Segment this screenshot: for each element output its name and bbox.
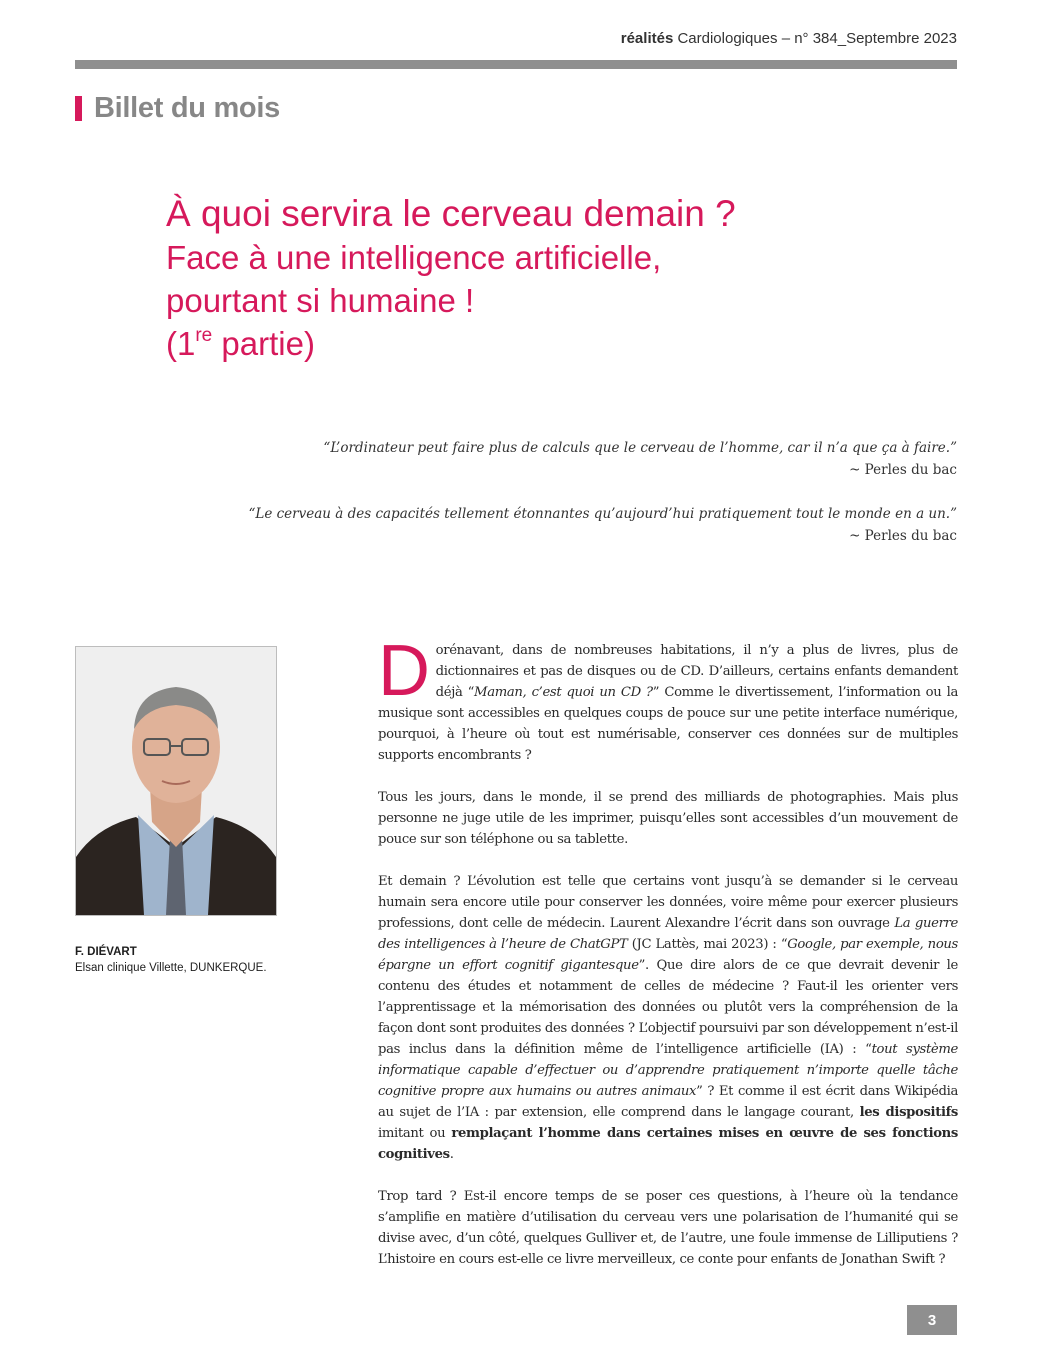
running-header (621, 30, 957, 47)
article-body (378, 631, 958, 1291)
text-run-italic: tout système informatique capable d’effectuer ou d’apprendre pratiquement n’importe quelle tâche cognitive propre aux humains ou autres animaux (378, 1042, 958, 1099)
text-run: ” Comme le divertissement, l’information ou la musique sont accessibles en quelques coups de pouce sur une petite interface numérique, pourquoi, à l’heure où tout est numérisable, conserver ces données sur de multiples supports encombrants ? (378, 685, 958, 763)
epigraph-quote (197, 437, 957, 481)
quote-source: ~ Perles du bac (849, 528, 957, 544)
text-run: orénavant, dans de nombreuses habitations, il n’y a plus de livres, plus de dictionnaires et pas de disques ou de CD. D’ailleurs, certains enfants demandent déjà “ (435, 643, 958, 700)
article-title (166, 192, 736, 365)
text-run: ” ? Et comme il est écrit dans Wikipédia au sujet de l’IA : par extension, elle comprend dans le langage courant, (378, 1084, 958, 1120)
header-divider-bar (75, 60, 957, 69)
section-rubric (75, 92, 280, 124)
text-run-bold: remplaçant l’homme dans certaines mises en œuvre de ses fonctions cognitives (378, 1126, 958, 1162)
article-paragraph (378, 631, 958, 766)
quote-source: ~ Perles du bac (849, 462, 957, 478)
text-run-italic: Maman, c’est quoi un CD ? (474, 685, 653, 700)
author-credit (75, 944, 267, 976)
text-run: . (449, 1147, 454, 1162)
title-sub-line-1: Face à une intelligence artificielle, (166, 239, 662, 276)
text-run: ”. Que dire alors de ce que devrait devenir le contenu des études et notamment de celles de médecine ? Faut-il les orienter vers l’apprentissage et la mémorisation des données ou plutôt vers la compréhension de la façon dont sont produites des données ? L’objectif poursuivi par son développement n’est-il pas inclus dans la définition même de l’intelligence artificielle (IA) : “ (378, 958, 958, 1057)
title-part-superscript: re (195, 325, 213, 346)
title-part-suffix: partie) (212, 325, 315, 362)
quote-text: “L’ordinateur peut faire plus de calculs que le cerveau de l’homme, car il n’a que ça à faire.” (323, 440, 957, 456)
rubric-accent-mark (75, 96, 82, 121)
title-part-prefix: (1 (166, 325, 196, 362)
epigraph-quotes (197, 437, 957, 569)
text-run-bold: les dispositifs (859, 1105, 958, 1120)
title-main: À quoi servira le cerveau demain ? (166, 193, 736, 234)
article-paragraph (378, 871, 958, 1165)
text-run-italic: Google, par exemple, nous épargne un effort cognitif gigantesque (378, 937, 958, 973)
page-number: 3 (907, 1305, 957, 1335)
text-run: (JC Lattès, mai 2023) : “ (627, 937, 788, 952)
title-sub-line-3 (166, 323, 736, 365)
portrait-illustration (76, 647, 276, 915)
drop-cap: D (378, 631, 430, 711)
text-run: imitant ou (378, 1126, 452, 1141)
book-title: La guerre des intelligences à l’heure de ChatGPT (378, 916, 958, 952)
article-paragraph: Trop tard ? Est-il encore temps de se poser ces questions, à l’heure où la tendance s’amplifie en matière d’utilisation du cerveau vers une polarisation de l’humanité qui se divise avec, d’un côté, quelques Gulliver et, de l’autre, une foule immense de Lilliputiens ? L’histoire en cours est-elle ce livre merveilleux, ce conte pour enfants de Jonathan Swift ? (378, 1189, 958, 1267)
quote-text: “Le cerveau à des capacités tellement étonnantes qu’aujourd’hui pratiquement tout le monde en a un.” (248, 506, 957, 522)
journal-brand: réalités (620, 30, 674, 47)
author-affiliation: Elsan clinique Villette, DUNKERQUE. (75, 962, 267, 974)
rubric-label: Billet du mois (94, 91, 280, 124)
author-name: F. DIÉVART (75, 946, 137, 958)
text-run: Et demain ? L’évolution est telle que certains vont jusqu’à se demander si le cerveau humain sera encore utile pour conserver les données, voire même pour exercer plusieurs professions, dont celle de médecin. Laurent Alexandre l’écrit dans son ouvrage (378, 874, 958, 931)
epigraph-quote (197, 503, 957, 547)
issue-info: Cardiologiques – n° 384_Septembre 2023 (673, 30, 957, 47)
article-paragraph: Tous les jours, dans le monde, il se prend des milliards de photographies. Mais plus personne ne juge utile de les imprimer, puisqu’elles sont accessibles d’un mouvement de pouce sur son téléphone ou sa tablette. (378, 790, 958, 847)
title-sub-line-2: pourtant si humaine ! (166, 282, 475, 319)
author-portrait (75, 646, 277, 916)
